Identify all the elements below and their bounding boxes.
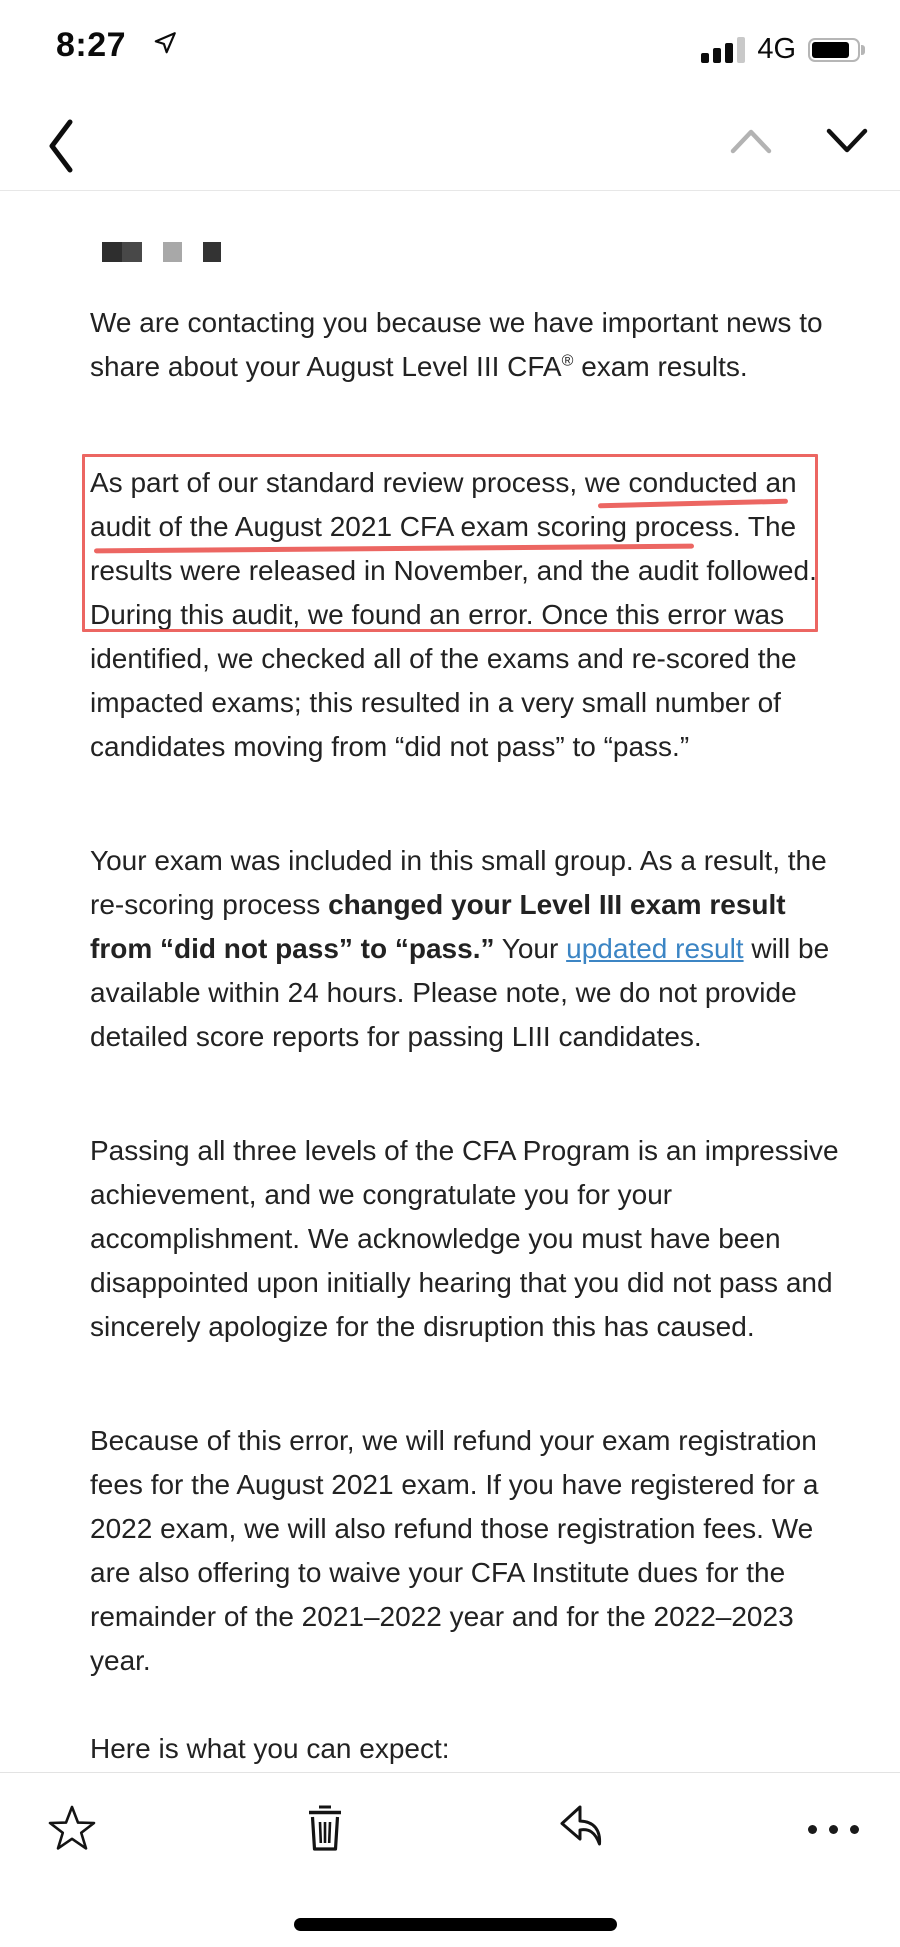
text-line: [90, 1015, 815, 1059]
text-segment: available within 24 hours. Please note, we do not provide: [90, 977, 797, 1008]
text-line: [90, 1727, 815, 1771]
trash-button[interactable]: [302, 1803, 348, 1858]
text-segment: are also offering to waive your CFA Institute dues for the: [90, 1557, 786, 1588]
text-segment: sincerely apologize for the disruption this has caused.: [90, 1311, 755, 1342]
text-line: [90, 883, 815, 927]
email-paragraph-congrats: [90, 1129, 839, 1349]
text-segment: As part of our standard review process, we conducted an: [90, 467, 797, 498]
text-segment: Passing all three levels of the CFA Program is an impressive: [90, 1135, 839, 1166]
text-segment: from “did not pass” to “pass.”: [90, 933, 495, 964]
text-line: [90, 927, 830, 971]
text-segment: identified, we checked all of the exams and re-scored the: [90, 643, 797, 674]
text-segment: We are contacting you because we have important news to: [90, 307, 823, 338]
location-icon: [152, 30, 178, 61]
text-line: [90, 1217, 815, 1261]
text-segment: candidates moving from “did not pass” to “pass.”: [90, 731, 690, 762]
text-segment: Here is what you can expect:: [90, 1733, 450, 1764]
flag-star-button[interactable]: [47, 1803, 97, 1856]
email-paragraph-intro: [90, 301, 823, 389]
text-segment: will be: [743, 933, 830, 964]
mail-nav-bar: [0, 78, 900, 191]
ellipsis-dot: [829, 1825, 838, 1834]
text-segment: During this audit, we found an error. Once this error was: [90, 599, 785, 630]
text-segment: audit of the August 2021 CFA exam scoring process. The: [90, 511, 797, 542]
image-placeholder: [203, 242, 221, 262]
status-indicators: [701, 33, 860, 66]
text-line: [90, 461, 815, 505]
status-bar: [0, 0, 900, 78]
text-line: [90, 1639, 815, 1683]
image-placeholder: [122, 242, 142, 262]
text-line: [90, 1463, 819, 1507]
text-segment: Because of this error, we will refund your exam registration: [90, 1425, 817, 1456]
text-line: [90, 1419, 815, 1463]
network-type: 4G: [757, 33, 796, 65]
back-button[interactable]: [44, 116, 78, 176]
text-line: [90, 1551, 815, 1595]
image-placeholder: [163, 242, 182, 262]
reply-button[interactable]: [556, 1803, 608, 1854]
previous-message-button[interactable]: [728, 126, 774, 156]
text-line: [90, 681, 815, 725]
next-message-button[interactable]: [824, 126, 870, 156]
ellipsis-dot: [808, 1825, 817, 1834]
text-segment: Your exam was included in this small group. As a result, the: [90, 845, 827, 876]
text-segment: detailed score reports for passing LIII candidates.: [90, 1021, 702, 1052]
home-indicator[interactable]: [294, 1918, 617, 1931]
text-line: [90, 839, 827, 883]
blocked-image-placeholders: [102, 242, 815, 262]
text-segment: impacted exams; this resulted in a very small number of: [90, 687, 781, 718]
text-line: [90, 637, 815, 681]
text-segment: year.: [90, 1645, 151, 1676]
text-line: [90, 549, 815, 593]
text-line: [90, 971, 815, 1015]
text-line: [90, 593, 815, 637]
signal-bars-icon: [701, 37, 745, 63]
more-ellipsis-button[interactable]: [808, 1825, 859, 1834]
text-segment: fees for the August 2021 exam. If you have registered for a: [90, 1469, 819, 1500]
text-segment: remainder of the 2021–2022 year and for the 2022–2023: [90, 1601, 794, 1632]
email-body: [0, 191, 900, 1771]
battery-icon: [808, 38, 860, 62]
updated-result-link[interactable]: updated result: [566, 933, 744, 964]
email-paragraph-refund: [90, 1419, 819, 1683]
email-paragraph-expect: [90, 1727, 815, 1771]
email-paragraph-result: [90, 839, 830, 1059]
text-segment: share about your August Level III CFA: [90, 351, 562, 382]
ellipsis-dot: [850, 1825, 859, 1834]
text-segment: Your: [494, 933, 567, 964]
text-line: [90, 345, 815, 389]
text-segment: disappointed upon initially hearing that you did not pass and: [90, 1267, 833, 1298]
image-placeholder: [102, 242, 122, 262]
text-segment: re-scoring process: [90, 889, 329, 920]
text-line: [90, 1507, 815, 1551]
text-segment: changed your Level III exam result: [328, 889, 786, 920]
text-line: [90, 725, 815, 769]
text-segment: ®: [561, 352, 574, 370]
email-paragraph-audit: [90, 461, 815, 769]
text-line: [90, 301, 823, 345]
text-line: [90, 1261, 833, 1305]
text-segment: exam results.: [573, 351, 748, 382]
clock: 8:27: [56, 26, 127, 64]
text-segment: achievement, and we congratulate you for your: [90, 1179, 673, 1210]
text-segment: results were released in November, and the audit followed.: [90, 555, 817, 586]
text-line: [90, 1129, 839, 1173]
text-line: [90, 1173, 815, 1217]
text-line: [90, 1305, 815, 1349]
text-segment: 2022 exam, we will also refund those registration fees. We: [90, 1513, 814, 1544]
text-segment: accomplishment. We acknowledge you must have been: [90, 1223, 781, 1254]
text-line: [90, 1595, 815, 1639]
text-line: [90, 505, 815, 549]
